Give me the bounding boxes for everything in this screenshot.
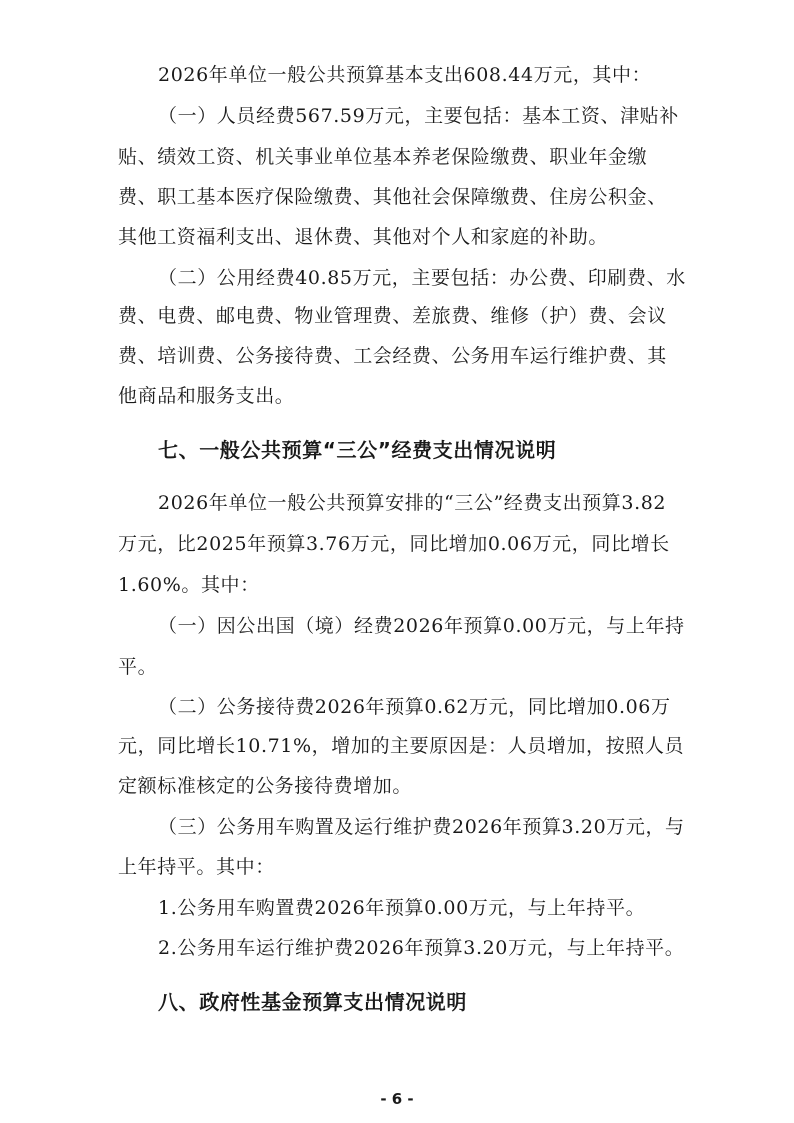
- public-use-paragraph-line-3: 费、培训费、公务接待费、工会经费、公务用车运行维护费、其: [118, 345, 667, 367]
- overseas-paragraph-line-1: （一）因公出国（境）经费2026年预算0.00万元，与上年持: [158, 615, 685, 637]
- overseas-paragraph-line-2: 平。: [118, 656, 158, 678]
- section-7-summary-line-1: 2026年单位一般公共预算安排的“三公”经费支出预算3.82: [158, 492, 667, 514]
- basic-expenditure-intro: 2026年单位一般公共预算基本支出608.44万元，其中：: [158, 64, 652, 86]
- personnel-paragraph-line-1: （一）人员经费567.59万元，主要包括：基本工资、津贴补: [158, 105, 679, 127]
- section-7-heading: 七、一般公共预算“三公”经费支出情况说明: [158, 438, 557, 462]
- vehicles-paragraph-line-2: 上年持平。其中：: [118, 856, 275, 878]
- section-8-heading: 八、政府性基金预算支出情况说明: [158, 990, 467, 1014]
- vehicles-paragraph-line-1: （三）公务用车购置及运行维护费2026年预算3.20万元，与: [158, 816, 685, 838]
- public-use-paragraph-line-4: 他商品和服务支出。: [118, 385, 295, 407]
- reception-paragraph-line-2: 元，同比增长10.71%，增加的主要原因是：人员增加，按照人员: [118, 735, 685, 757]
- vehicle-maintenance-item: 2.公务用车运行维护费2026年预算3.20万元，与上年持平。: [158, 937, 685, 959]
- reception-paragraph-line-1: （二）公务接待费2026年预算0.62万元，同比增加0.06万: [158, 696, 671, 718]
- personnel-paragraph-line-2: 贴、绩效工资、机关事业单位基本养老保险缴费、职业年金缴: [118, 146, 648, 168]
- personnel-paragraph-line-4: 其他工资福利支出、退休费、其他对个人和家庭的补助。: [118, 226, 609, 248]
- vehicle-purchase-item: 1.公务用车购置费2026年预算0.00万元，与上年持平。: [158, 897, 646, 919]
- page-number: - 6 -: [380, 1090, 414, 1108]
- personnel-paragraph-line-3: 费、职工基本医疗保险缴费、其他社会保障缴费、住房公积金、: [118, 186, 667, 208]
- section-7-summary-line-2: 万元，比2025年预算3.76万元，同比增加0.06万元，同比增长: [118, 533, 670, 555]
- public-use-paragraph-line-1: （二）公用经费40.85万元，主要包括：办公费、印刷费、水: [158, 267, 686, 289]
- public-use-paragraph-line-2: 费、电费、邮电费、物业管理费、差旅费、维修（护）费、会议: [118, 305, 667, 327]
- section-7-summary-line-3: 1.60%。其中：: [118, 574, 260, 596]
- reception-paragraph-line-3: 定额标准核定的公务接待费增加。: [118, 775, 413, 797]
